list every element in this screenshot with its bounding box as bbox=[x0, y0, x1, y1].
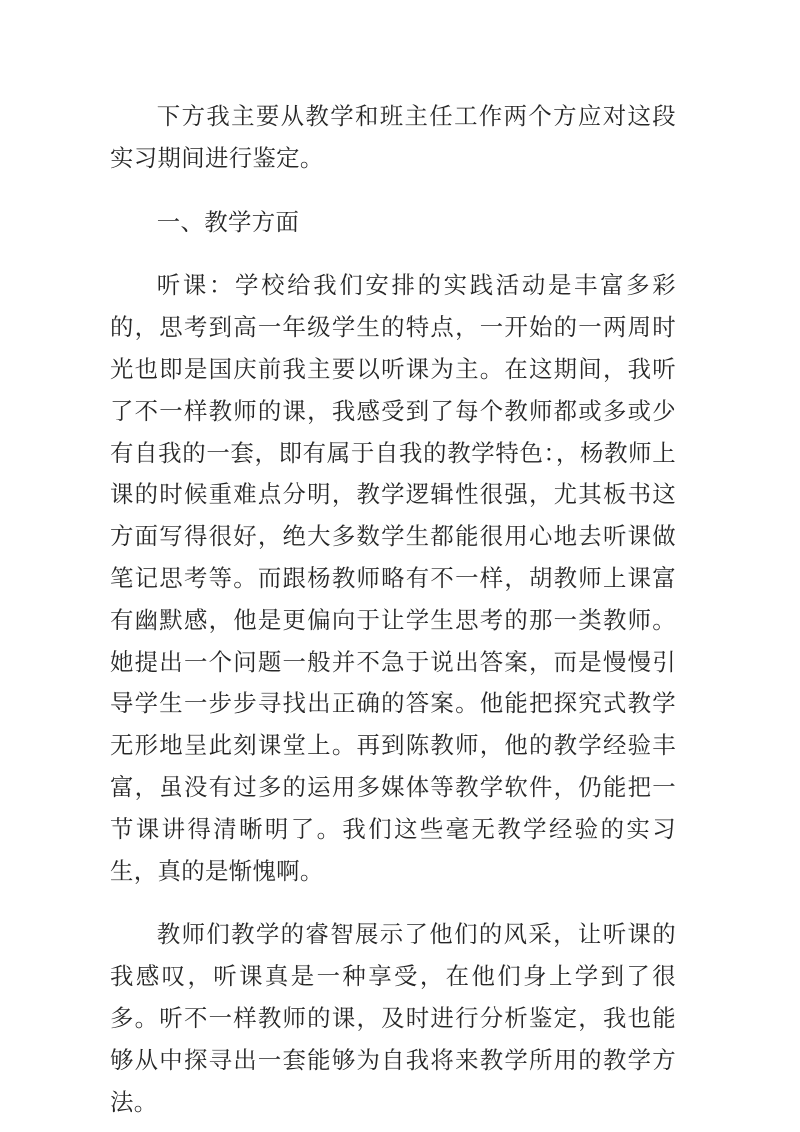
paragraph-listening-to-classes: 听课：学校给我们安排的实践活动是丰富多彩的，思考到高一年级学生的特点，一开始的一两周时光也即是国庆前我主要以听课为主。在这期间，我听了不一样教师的课，我感受到了每个教师都或多或少有自我的一套，即有属于自我的教学特色：，杨教师上课的时候重难点分明，教学逻辑性很强，尤其板书这方面写得很好，绝大多数学生都能很用心地去听课做笔记思考等。而跟杨教师略有不一样，胡教师上课富有幽默感，他是更偏向于让学生思考的那一类教师。她提出一个问题一般并不急于说出答案，而是慢慢引导学生一步步寻找出正确的答案。他能把探究式教学无形地呈此刻课堂上。再到陈教师，他的教学经验丰富，虽没有过多的运用多媒体等教学软件，仍能把一节课讲得清晰明了。我们这些毫无教学经验的实习生，真的是惭愧啊。 bbox=[110, 271, 676, 885]
paragraph-intro: 下方我主要从教学和班主任工作两个方应对这段实习期间进行鉴定。 bbox=[110, 102, 676, 172]
document-body bbox=[110, 96, 676, 1123]
section-heading-teaching: 一、教学方面 bbox=[156, 207, 300, 236]
paragraph-reflection: 教师们教学的睿智展示了他们的风采，让听课的我感叹，听课真是一种享受，在他们身上学到了很多。听不一样教师的课，及时进行分析鉴定，我也能够从中探寻出一套能够为自我将来教学所用的教学方法。 bbox=[110, 920, 676, 1116]
